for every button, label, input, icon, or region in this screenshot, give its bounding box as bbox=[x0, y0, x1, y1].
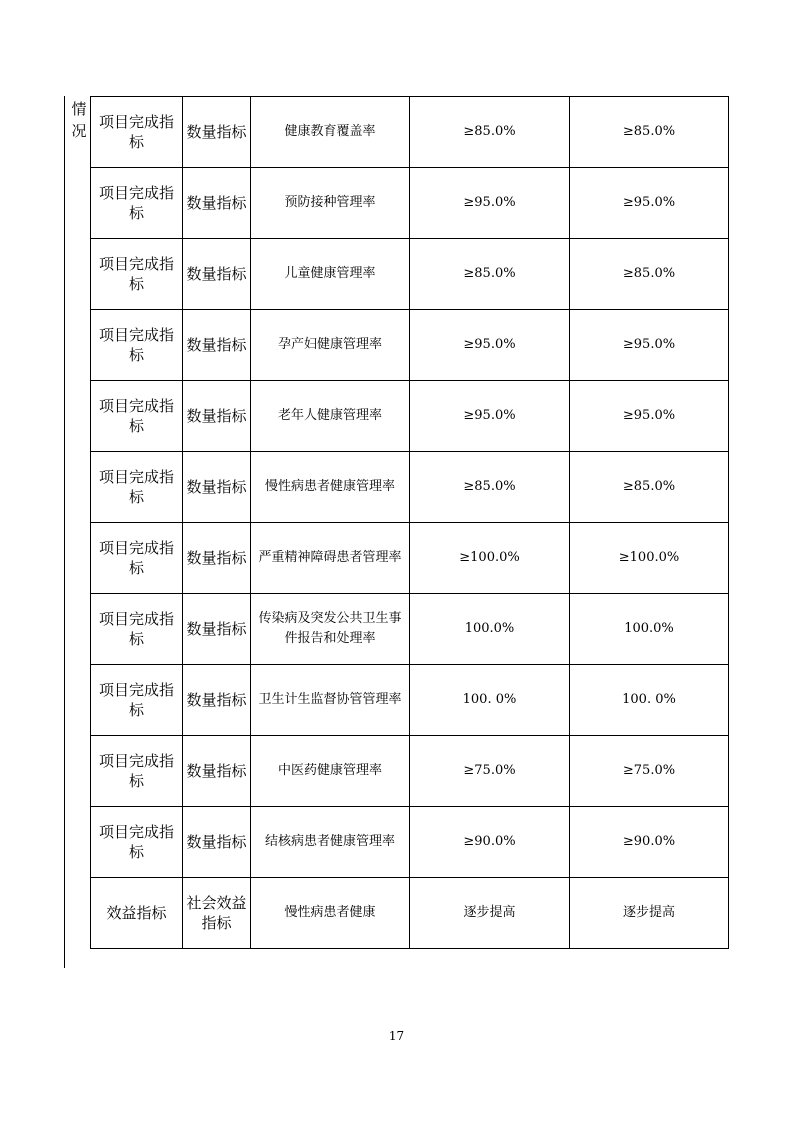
indicator-cell: 严重精神障碍患者管理率 bbox=[251, 523, 410, 594]
target-cell: ≥95.0% bbox=[410, 310, 570, 381]
indicator-cell: 预防接种管理率 bbox=[251, 168, 410, 239]
level2-cell: 数量指标 bbox=[183, 594, 251, 665]
actual-cell: ≥100.0% bbox=[570, 523, 729, 594]
actual-cell: 100. 0% bbox=[570, 665, 729, 736]
level1-cell: 项目完成指标 bbox=[91, 594, 183, 665]
table-row bbox=[91, 665, 729, 736]
actual-cell: 100.0% bbox=[570, 594, 729, 665]
level1-cell: 项目完成指标 bbox=[91, 310, 183, 381]
indicator-cell: 传染病及突发公共卫生事件报告和处理率 bbox=[251, 594, 410, 665]
table-row bbox=[91, 807, 729, 878]
level2-cell: 数量指标 bbox=[183, 807, 251, 878]
level1-cell: 项目完成指标 bbox=[91, 452, 183, 523]
target-cell: ≥85.0% bbox=[410, 452, 570, 523]
target-cell: ≥85.0% bbox=[410, 97, 570, 168]
table-row bbox=[91, 381, 729, 452]
actual-cell: ≥95.0% bbox=[570, 310, 729, 381]
target-cell: ≥95.0% bbox=[410, 168, 570, 239]
table-row bbox=[91, 452, 729, 523]
table-body bbox=[91, 97, 729, 949]
target-cell: ≥95.0% bbox=[410, 381, 570, 452]
table-row bbox=[91, 239, 729, 310]
level2-cell: 数量指标 bbox=[183, 452, 251, 523]
table-row bbox=[91, 97, 729, 168]
target-cell: 逐步提高 bbox=[410, 878, 570, 949]
level2-cell: 数量指标 bbox=[183, 736, 251, 807]
level1-cell: 项目完成指标 bbox=[91, 239, 183, 310]
indicator-cell: 老年人健康管理率 bbox=[251, 381, 410, 452]
actual-cell: ≥85.0% bbox=[570, 239, 729, 310]
target-cell: ≥100.0% bbox=[410, 523, 570, 594]
indicator-cell: 结核病患者健康管理率 bbox=[251, 807, 410, 878]
indicator-cell: 健康教育覆盖率 bbox=[251, 97, 410, 168]
level1-cell: 项目完成指标 bbox=[91, 523, 183, 594]
actual-cell: ≥85.0% bbox=[570, 452, 729, 523]
table-row bbox=[91, 523, 729, 594]
actual-cell: ≥95.0% bbox=[570, 381, 729, 452]
level2-cell: 数量指标 bbox=[183, 381, 251, 452]
page-number: 17 bbox=[388, 1029, 405, 1043]
level1-cell: 效益指标 bbox=[91, 878, 183, 949]
level2-cell: 数量指标 bbox=[183, 665, 251, 736]
table-row bbox=[91, 594, 729, 665]
target-cell: ≥85.0% bbox=[410, 239, 570, 310]
actual-cell: ≥95.0% bbox=[570, 168, 729, 239]
indicator-cell: 卫生计生监督协管管理率 bbox=[251, 665, 410, 736]
actual-cell: ≥90.0% bbox=[570, 807, 729, 878]
level2-cell: 数量指标 bbox=[183, 97, 251, 168]
level1-cell: 项目完成指标 bbox=[91, 665, 183, 736]
indicator-cell: 儿童健康管理率 bbox=[251, 239, 410, 310]
indicator-cell: 中医药健康管理率 bbox=[251, 736, 410, 807]
indicator-cell: 孕产妇健康管理率 bbox=[251, 310, 410, 381]
indicator-cell: 慢性病患者健康 bbox=[251, 878, 410, 949]
target-cell: ≥90.0% bbox=[410, 807, 570, 878]
level1-cell: 项目完成指标 bbox=[91, 736, 183, 807]
side-column bbox=[64, 96, 90, 968]
indicator-cell: 慢性病患者健康管理率 bbox=[251, 452, 410, 523]
actual-cell: ≥85.0% bbox=[570, 97, 729, 168]
table-row bbox=[91, 168, 729, 239]
level2-cell: 数量指标 bbox=[183, 310, 251, 381]
target-cell: 100.0% bbox=[410, 594, 570, 665]
level2-cell: 数量指标 bbox=[183, 523, 251, 594]
level1-cell: 项目完成指标 bbox=[91, 381, 183, 452]
side-label-text: 情况 bbox=[71, 100, 87, 140]
level2-cell: 数量指标 bbox=[183, 239, 251, 310]
target-cell: ≥75.0% bbox=[410, 736, 570, 807]
table-row bbox=[91, 878, 729, 949]
level1-cell: 项目完成指标 bbox=[91, 168, 183, 239]
target-cell: 100. 0% bbox=[410, 665, 570, 736]
level1-cell: 项目完成指标 bbox=[91, 97, 183, 168]
performance-indicator-table bbox=[90, 96, 729, 949]
level2-cell: 社会效益指标 bbox=[183, 878, 251, 949]
table-row bbox=[91, 310, 729, 381]
level1-cell: 项目完成指标 bbox=[91, 807, 183, 878]
actual-cell: ≥75.0% bbox=[570, 736, 729, 807]
actual-cell: 逐步提高 bbox=[570, 878, 729, 949]
level2-cell: 数量指标 bbox=[183, 168, 251, 239]
table-row bbox=[91, 736, 729, 807]
